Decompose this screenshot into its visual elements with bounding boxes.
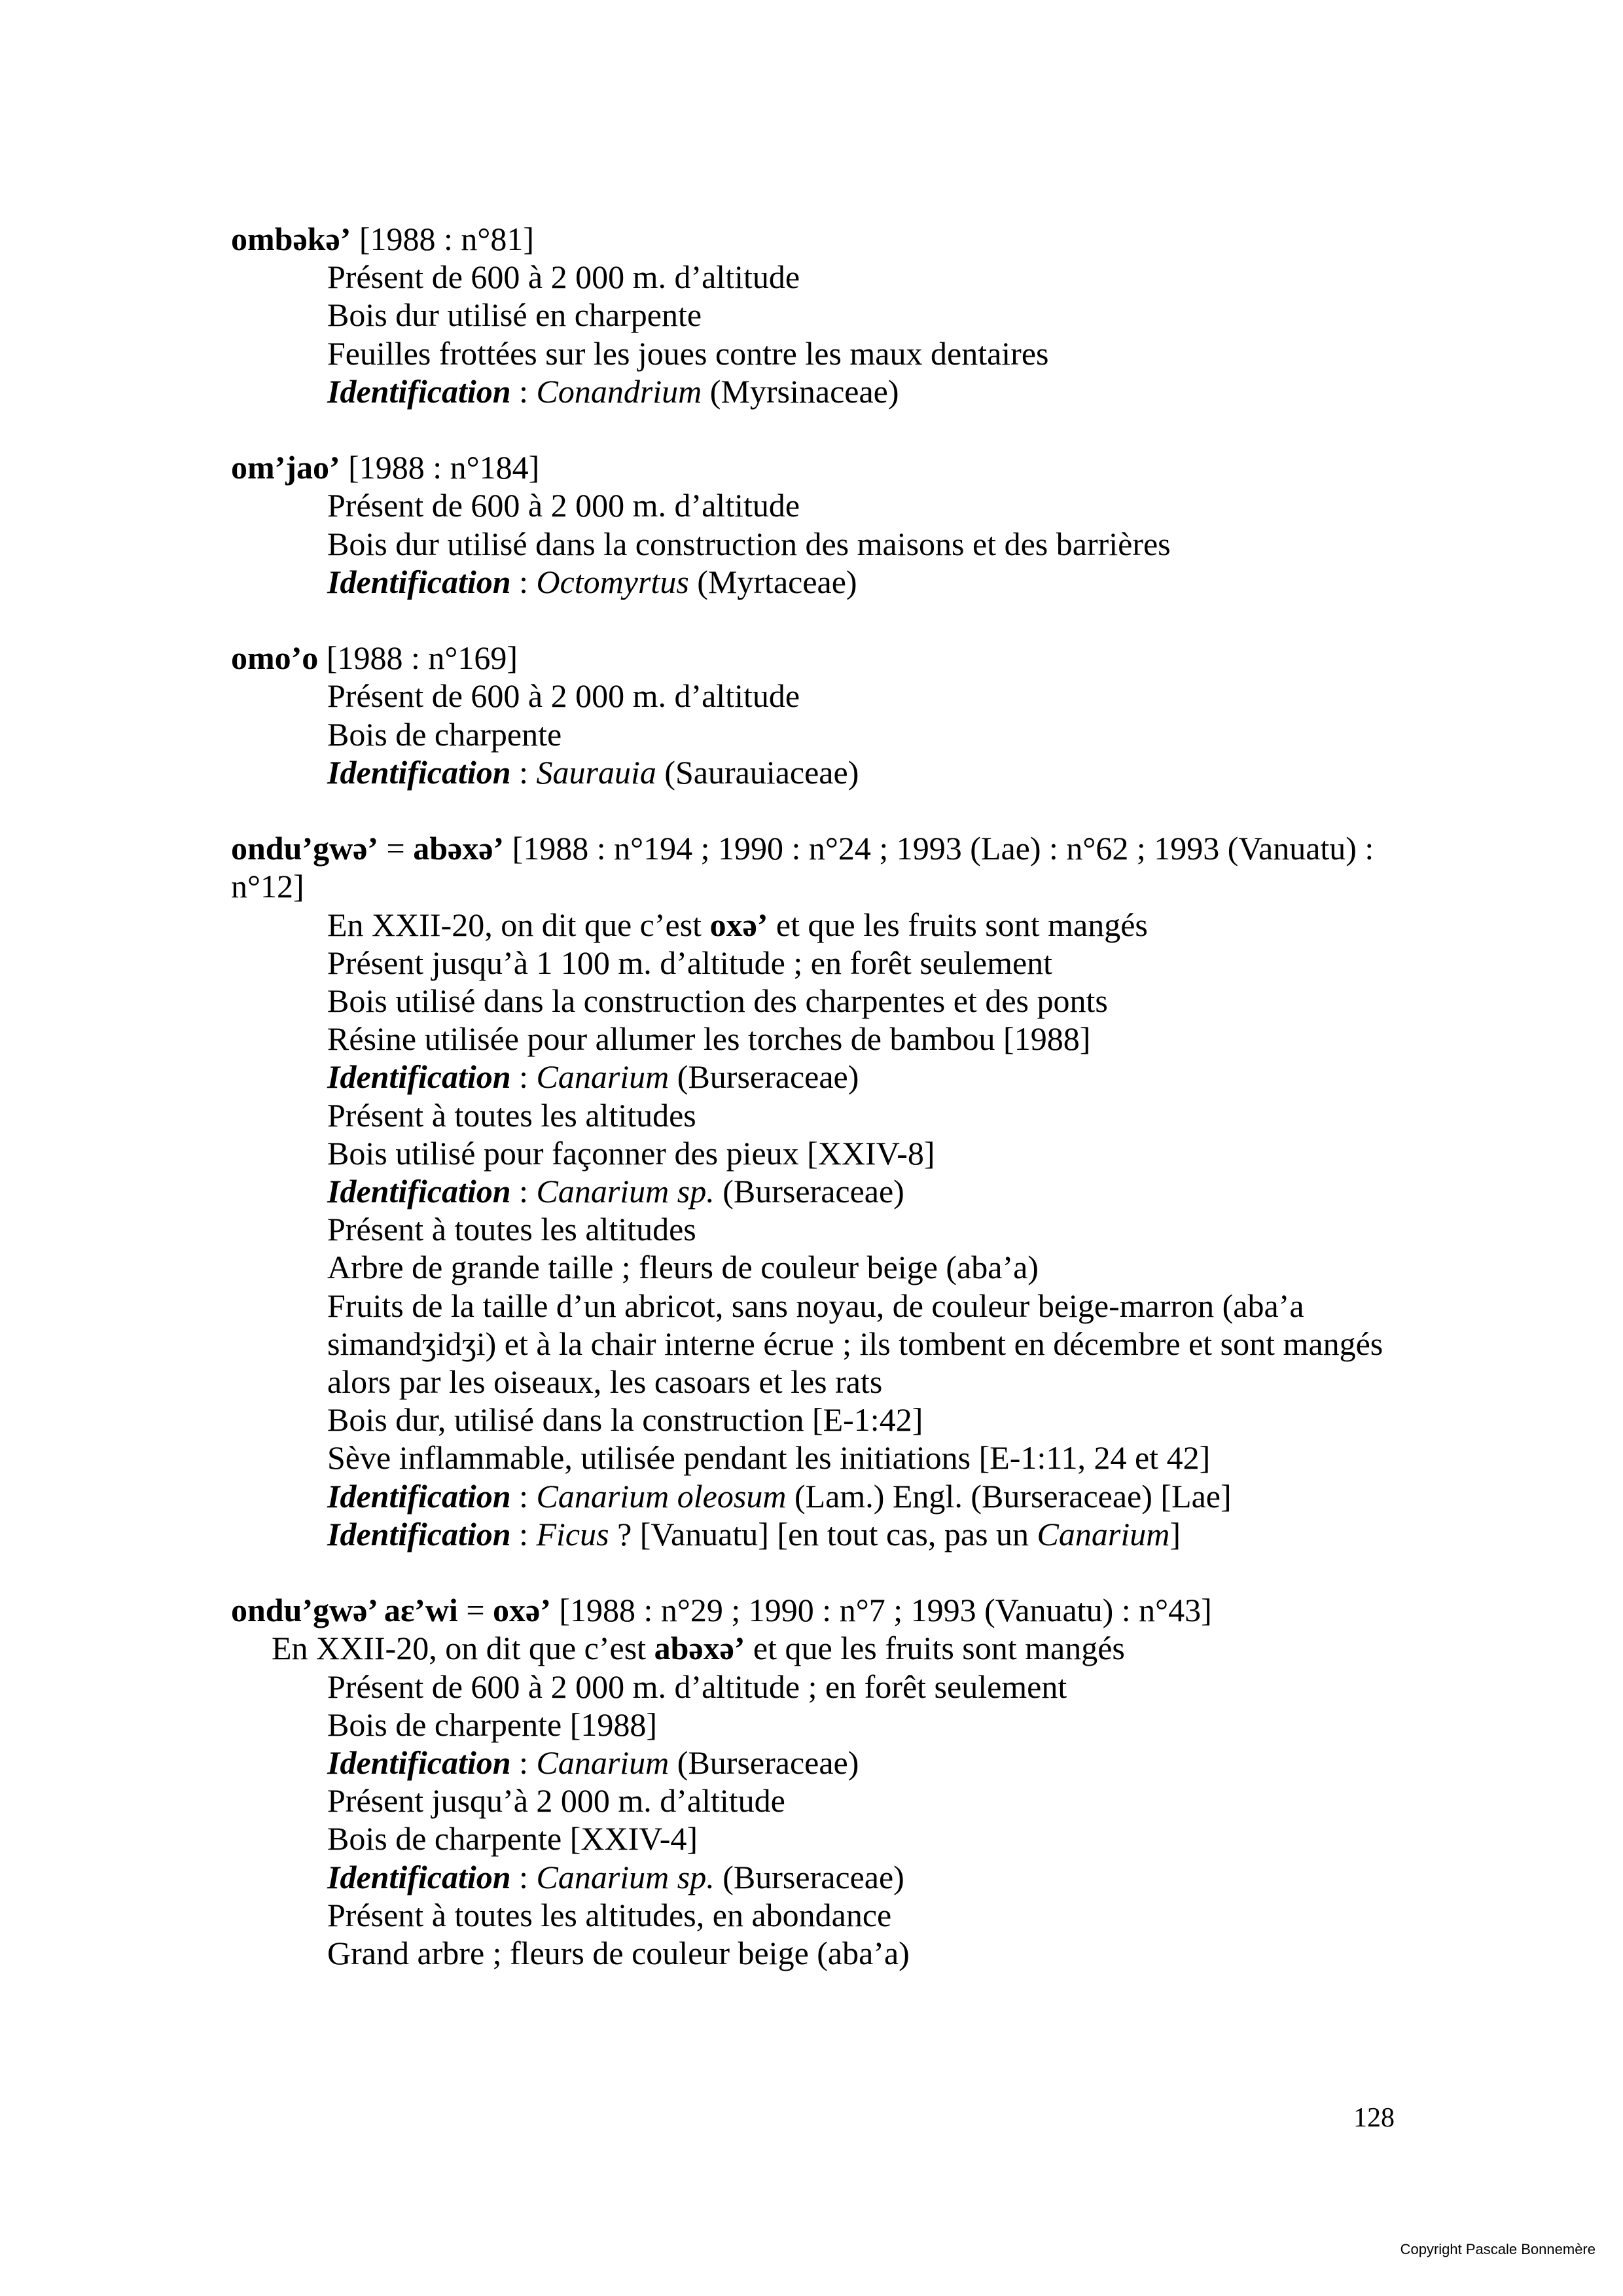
glossary-entry	[231, 220, 1402, 410]
entry-line	[327, 1172, 1402, 1210]
text-segment: :	[510, 1477, 537, 1515]
text-segment: Présent de 600 à 2 000 m. d’altitude	[327, 677, 800, 715]
entry-line	[327, 1287, 1402, 1401]
text-segment: Présent à toutes les altitudes	[327, 1096, 696, 1134]
text-segment: Présent de 600 à 2 000 m. d’altitude	[327, 259, 800, 296]
entry-line	[327, 753, 1402, 791]
taxon-name: Canarium oleosum	[536, 1477, 787, 1515]
text-segment: Fruits de la taille d’un abricot, sans noyau, de couleur beige-marron (aba’a simandʒidʒi) et à la chair interne écrue ; ils tombent en décembre et sont mangés alors par les oiseaux, les casoars et les rats	[327, 1287, 1383, 1401]
identification-label: Identification	[327, 1477, 511, 1515]
taxon-name: Canarium sp.	[536, 1858, 715, 1895]
text-segment: Présent jusqu’à 1 100 m. d’altitude ; en forêt seulement	[327, 944, 1053, 981]
entry-line	[327, 486, 1402, 524]
text-segment: Bois de charpente	[327, 715, 562, 753]
entry-line	[327, 1744, 1402, 1782]
glossary-entry	[231, 1591, 1402, 1972]
entry-line	[327, 1706, 1402, 1744]
text-segment: (Myrsinaceae)	[702, 372, 899, 410]
entry-line	[327, 1096, 1402, 1134]
taxon-name: Saurauia	[536, 753, 656, 791]
entry-line	[327, 1248, 1402, 1286]
glossary-entry	[231, 448, 1402, 601]
identification-label: Identification	[327, 563, 511, 600]
glossary-content	[231, 220, 1402, 2010]
entry-line	[327, 677, 1402, 715]
text-segment: Présent de 600 à 2 000 m. d’altitude	[327, 487, 800, 524]
text-segment: [1988 : n°29 ; 1990 : n°7 ; 1993 (Vanuatu) : n°43]	[550, 1592, 1212, 1629]
taxon-name: Canarium sp.	[536, 1173, 715, 1210]
text-segment: :	[510, 1058, 537, 1096]
text-segment: Bois dur utilisé dans la construction des maisons et des barrières	[327, 525, 1171, 562]
text-segment: (Burseraceae)	[714, 1858, 904, 1895]
entry-line	[327, 334, 1402, 372]
headword: oxə’	[709, 906, 768, 943]
text-segment: (Lam.) Engl. (Burseraceae) [Lae]	[786, 1477, 1232, 1515]
text-segment: :	[510, 1858, 537, 1895]
entry-line	[327, 1934, 1402, 1972]
text-segment: (Burseraceae)	[669, 1744, 859, 1782]
entry-line	[327, 258, 1402, 296]
text-segment: En XXII-20, on dit que c’est	[327, 906, 710, 943]
taxon-name: Canarium	[536, 1058, 669, 1096]
text-segment: Grand arbre ; fleurs de couleur beige (aba’a)	[327, 1935, 910, 1972]
taxon-name: Conandrium	[536, 372, 702, 410]
glossary-entry	[231, 639, 1402, 791]
entry-heading	[231, 829, 1402, 905]
text-segment: =	[457, 1592, 493, 1629]
text-segment: Présent de 600 à 2 000 m. d’altitude ; en forêt seulement	[327, 1668, 1067, 1705]
headword: ondu’gwə’ aɛ’wi	[231, 1592, 458, 1629]
entry-line	[327, 525, 1402, 563]
text-segment: Bois utilisé dans la construction des charpentes et des ponts	[327, 982, 1108, 1020]
entry-line	[327, 1439, 1402, 1477]
text-segment: Présent à toutes les altitudes	[327, 1211, 696, 1248]
text-segment: [1988 : n°81]	[351, 221, 534, 257]
text-segment: (Burseraceae)	[714, 1173, 904, 1210]
entry-line	[327, 1401, 1402, 1439]
text-segment: [1988 : n°194 ; 1990 : n°24 ; 1993 (Lae) : n°62 ; 1993 (Vanuatu) : n°12]	[231, 830, 1374, 905]
text-segment: [1988 : n°184]	[340, 449, 540, 486]
identification-label: Identification	[327, 1173, 511, 1210]
glossary-entry	[231, 829, 1402, 1553]
headword: abəxə’	[413, 830, 505, 867]
entry-line	[327, 296, 1402, 334]
identification-label: Identification	[327, 1058, 511, 1096]
entry-heading	[231, 639, 1402, 677]
entry-line	[327, 1668, 1402, 1706]
identification-label: Identification	[327, 372, 511, 410]
entry-line	[272, 1629, 1402, 1667]
entry-line	[327, 1058, 1402, 1096]
text-segment: Bois utilisé pour façonner des pieux [XXIV-8]	[327, 1134, 935, 1172]
text-segment: ]	[1169, 1515, 1181, 1552]
entry-line	[327, 1896, 1402, 1934]
entry-line	[327, 1515, 1402, 1553]
text-segment: Bois dur, utilisé dans la construction [E-1:42]	[327, 1401, 923, 1439]
copyright-notice: Copyright Pascale Bonnemère	[1400, 2241, 1596, 2257]
identification-label: Identification	[327, 753, 511, 791]
text-segment: Arbre de grande taille ; fleurs de couleur beige (aba’a)	[327, 1249, 1039, 1286]
entry-line	[327, 1858, 1402, 1896]
text-segment: :	[510, 753, 537, 791]
text-segment: :	[510, 1744, 537, 1782]
text-segment: Bois de charpente [XXIV-4]	[327, 1820, 698, 1857]
entry-line	[327, 944, 1402, 982]
taxon-name: Ficus	[536, 1515, 609, 1552]
entry-heading	[231, 220, 1402, 258]
entry-line	[327, 1820, 1402, 1857]
entry-line	[327, 1477, 1402, 1515]
entry-line	[327, 1020, 1402, 1058]
text-segment: :	[510, 372, 537, 410]
headword: oxə’	[493, 1592, 551, 1629]
page-number: 128	[1353, 2103, 1395, 2133]
entry-line	[327, 1134, 1402, 1172]
text-segment: =	[378, 830, 414, 867]
identification-label: Identification	[327, 1858, 511, 1895]
text-segment: Bois dur utilisé en charpente	[327, 296, 702, 334]
entry-line	[327, 1210, 1402, 1248]
text-segment: (Myrtaceae)	[688, 563, 857, 600]
text-segment: Présent à toutes les altitudes, en abondance	[327, 1896, 892, 1933]
text-segment: [1988 : n°169]	[318, 639, 518, 677]
text-segment: (Burseraceae)	[669, 1058, 859, 1096]
entry-line	[327, 372, 1402, 410]
headword: omo’o	[231, 639, 319, 677]
text-segment: Feuilles frottées sur les joues contre les maux dentaires	[327, 334, 1049, 372]
entry-line	[327, 1782, 1402, 1820]
text-segment: :	[510, 1515, 537, 1552]
entry-heading	[231, 448, 1402, 486]
text-segment: :	[510, 563, 537, 600]
text-segment: Résine utilisée pour allumer les torches de bambou [1988]	[327, 1020, 1091, 1058]
headword: abəxə’	[654, 1630, 745, 1667]
entry-line	[327, 982, 1402, 1020]
text-segment: (Saurauiaceae)	[656, 753, 859, 791]
entry-line	[327, 563, 1402, 601]
text-segment: En XXII-20, on dit que c’est	[272, 1630, 654, 1667]
taxon-name: Octomyrtus	[536, 563, 689, 600]
identification-label: Identification	[327, 1744, 511, 1782]
text-segment: ? [Vanuatu] [en tout cas, pas un	[609, 1515, 1037, 1552]
entry-line	[327, 906, 1402, 944]
taxon-name: Canarium	[536, 1744, 669, 1782]
text-segment: et que les fruits sont mangés	[745, 1630, 1125, 1667]
headword: om’jao’	[231, 449, 340, 486]
identification-label: Identification	[327, 1515, 511, 1552]
entry-heading	[231, 1591, 1402, 1629]
entry-line	[327, 715, 1402, 753]
text-segment: Sève inflammable, utilisée pendant les initiations [E-1:11, 24 et 42]	[327, 1439, 1211, 1477]
headword: ombəkə’	[231, 221, 351, 257]
taxon-name: Canarium	[1037, 1515, 1170, 1552]
text-segment: et que les fruits sont mangés	[768, 906, 1148, 943]
headword: ondu’gwə’	[231, 830, 379, 867]
text-segment: :	[510, 1173, 537, 1210]
text-segment: Bois de charpente [1988]	[327, 1706, 658, 1743]
text-segment: Présent jusqu’à 2 000 m. d’altitude	[327, 1782, 785, 1820]
